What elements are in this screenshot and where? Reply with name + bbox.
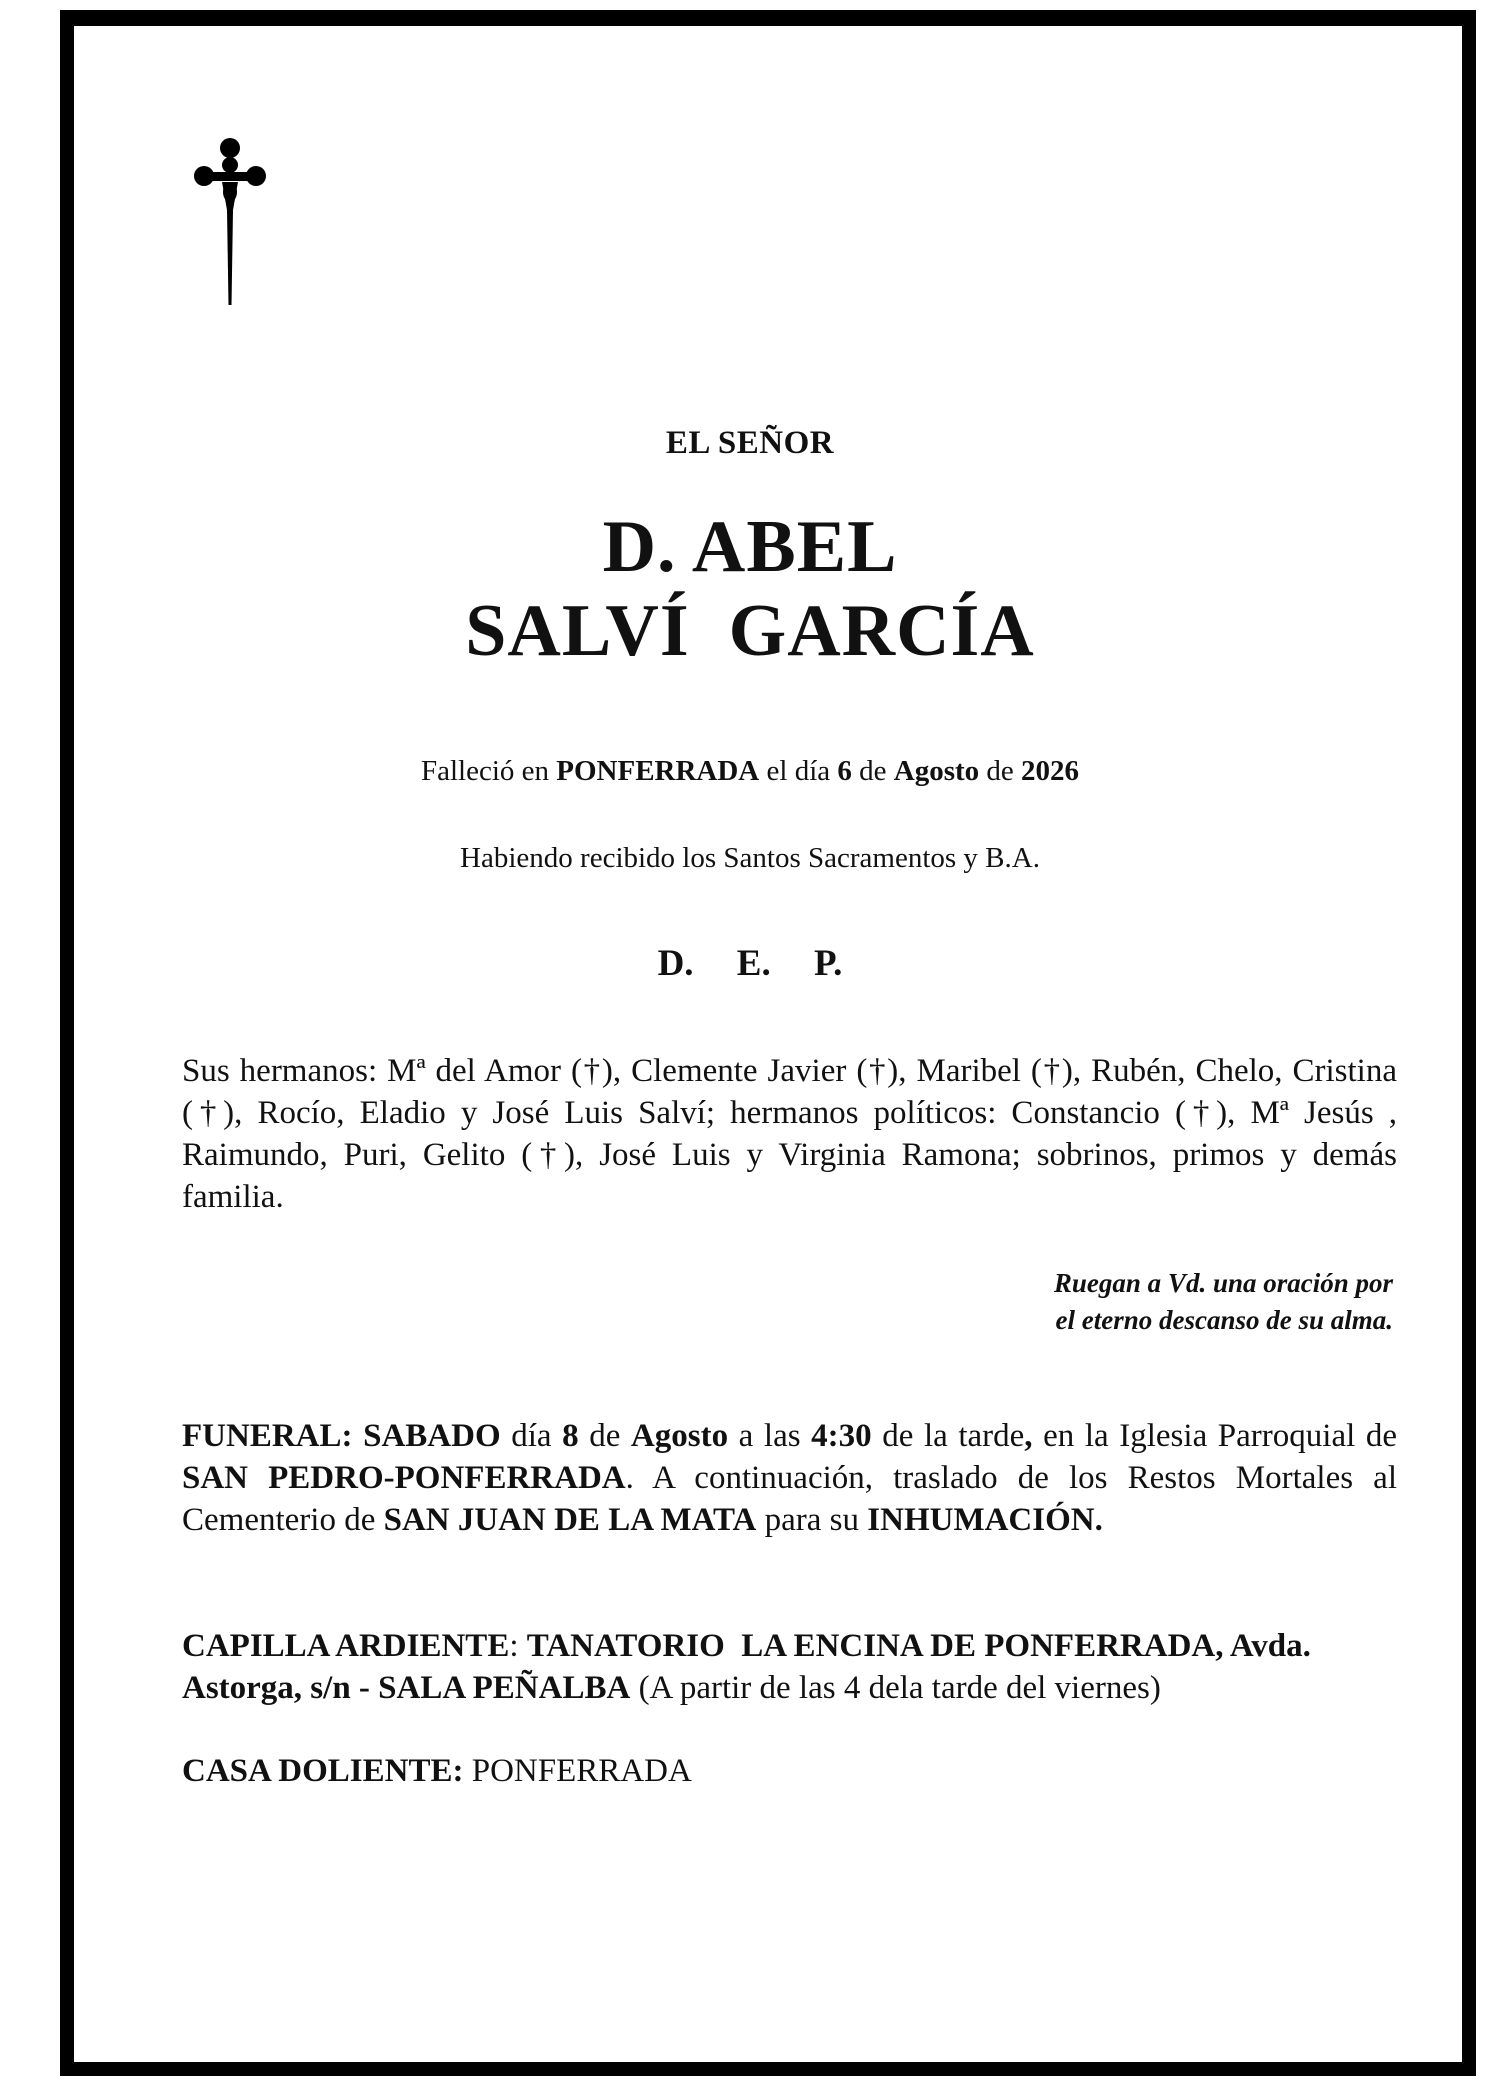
funeral-month: Agosto xyxy=(630,1418,729,1454)
honorific-title: EL SEÑOR xyxy=(665,425,835,461)
cross-icon xyxy=(185,130,275,305)
dep-line: D. E. P. xyxy=(657,943,843,984)
funeral-details xyxy=(182,1415,1397,1541)
funeral-text: . A continuación, traslado de los Restos Mortales al Cementerio de xyxy=(182,1460,1397,1538)
family-list: Sus hermanos: Mª del Amor (†), Clemente Javier (†), Maribel (†), Rubén, Chelo, Cristina (†), Rocío, Eladio y José Luis Salví; hermanos políticos: Constancio (†), Mª Jesús , Raimundo, Puri, Gelito (†), José Luis y Virginia Ramona; sobrinos, primos y demás familia. xyxy=(182,1053,1397,1215)
prayer-line-1: Ruegan a Vd. una oración por xyxy=(1053,1268,1393,1298)
funeral-text: a las xyxy=(728,1418,812,1454)
chapel-note: (A partir de las 4 dela tarde del viernes) xyxy=(630,1670,1161,1706)
death-place: PONFERRADA xyxy=(556,755,760,787)
deceased-name xyxy=(0,505,1500,673)
funeral-time: 4:30 xyxy=(811,1418,872,1454)
funeral-church: SAN PEDRO-PONFERRADA xyxy=(182,1460,626,1496)
deceased-surnames: SALVÍ GARCÍA xyxy=(465,590,1035,672)
chapel-label: CAPILLA ARDIENTE xyxy=(182,1628,510,1664)
chapel-place: TANATORIO LA ENCINA DE PONFERRADA, Avda. Astorga, s/n - SALA PEÑALBA xyxy=(182,1628,1318,1706)
funeral-text: de la tarde xyxy=(871,1418,1025,1454)
funeral-burial: INHUMACIÓN. xyxy=(867,1502,1103,1538)
funeral-text: en la Iglesia Parroquial de xyxy=(1032,1418,1397,1454)
deceased-first-name: D. ABEL xyxy=(602,506,898,588)
prayer-line-2: el eterno descanso de su alma. xyxy=(1055,1305,1393,1335)
death-prefix: Falleció en xyxy=(420,755,557,787)
death-year: 2026 xyxy=(1021,755,1080,787)
death-notice xyxy=(0,755,1500,788)
funeral-text: de xyxy=(578,1418,631,1454)
mourning-house-value: PONFERRADA xyxy=(463,1753,692,1789)
death-text-3: de xyxy=(979,755,1022,787)
chapel-details xyxy=(182,1625,1397,1709)
sacraments-line: Habiendo recibido los Santos Sacramentos y B.A. xyxy=(460,842,1040,874)
death-text-2: de xyxy=(851,755,894,787)
death-text-1: el día xyxy=(759,755,838,787)
death-day: 6 xyxy=(837,755,852,787)
funeral-day: 8 xyxy=(562,1418,579,1454)
death-month: Agosto xyxy=(893,755,980,787)
prayer-request xyxy=(900,1265,1393,1339)
chapel-colon: : xyxy=(509,1628,527,1664)
funeral-weekday: SABADO xyxy=(363,1418,501,1454)
funeral-cemetery: SAN JUAN DE LA MATA xyxy=(383,1502,757,1538)
funeral-text: para su xyxy=(756,1502,868,1538)
mourning-house xyxy=(182,1750,1397,1792)
funeral-label: FUNERAL: xyxy=(182,1418,353,1454)
mourning-house-label: CASA DOLIENTE: xyxy=(182,1753,464,1789)
funeral-comma: , xyxy=(1024,1418,1033,1454)
funeral-text: día xyxy=(500,1418,563,1454)
